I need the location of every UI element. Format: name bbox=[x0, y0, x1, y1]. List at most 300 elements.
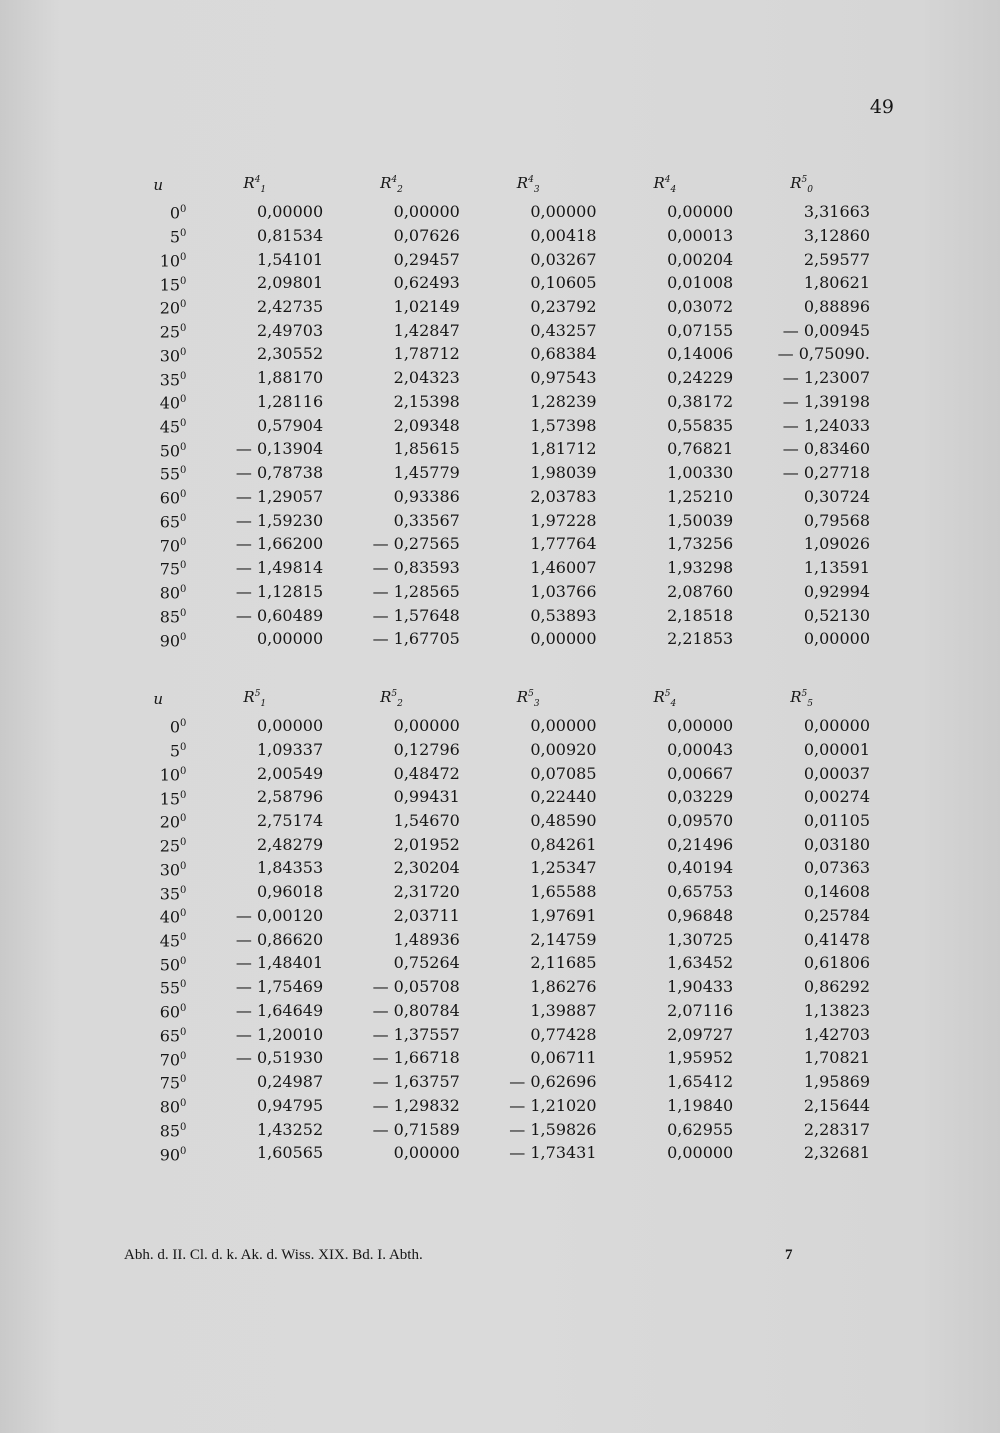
table-row bbox=[130, 248, 870, 272]
value-cell: — 0,75090. bbox=[777, 344, 870, 364]
table-row bbox=[130, 556, 870, 580]
table-row bbox=[130, 485, 870, 509]
angle-value: 5 bbox=[169, 741, 181, 761]
angle-cell bbox=[130, 904, 186, 928]
value-cell: 3,31663 bbox=[803, 202, 870, 222]
value-cell: 2,14759 bbox=[530, 929, 597, 949]
value-cell: — 0,80784 bbox=[372, 1000, 460, 1020]
value-cell: 1,77764 bbox=[530, 534, 597, 554]
value-cell: 0,48472 bbox=[393, 763, 460, 783]
value-cell: 2,11685 bbox=[530, 953, 597, 973]
value-cell: 0,55835 bbox=[667, 415, 734, 435]
angle-value: 40 bbox=[159, 393, 181, 413]
degree-mark: 0 bbox=[180, 955, 187, 967]
value-cell: 0,00667 bbox=[667, 763, 734, 783]
value-cell: 0,00920 bbox=[530, 739, 597, 759]
value-cell: 0,65753 bbox=[667, 882, 734, 902]
value-cell: 0,12796 bbox=[393, 739, 460, 759]
value-cell: 0,00000 bbox=[393, 1143, 460, 1163]
column-header-base: R bbox=[653, 688, 665, 706]
value-cell: — 0,71589 bbox=[372, 1119, 460, 1139]
value-cell: 2,31720 bbox=[393, 882, 460, 902]
value-cell: 2,28317 bbox=[803, 1119, 870, 1139]
values-table-r4 bbox=[130, 170, 870, 651]
value-cell: — 1,37557 bbox=[372, 1024, 460, 1044]
value-cell: 0,40194 bbox=[667, 858, 734, 878]
column-header-sub: 3 bbox=[533, 699, 540, 709]
angle-cell bbox=[130, 1070, 186, 1094]
values-table-r5 bbox=[130, 684, 870, 1165]
value-cell: 0,03180 bbox=[803, 834, 870, 854]
angle-cell bbox=[130, 714, 186, 738]
angle-cell bbox=[130, 533, 186, 557]
value-cell: 1,70821 bbox=[803, 1048, 870, 1068]
table-row bbox=[130, 999, 870, 1023]
value-cell: 0,00000 bbox=[667, 1143, 734, 1163]
value-cell: 0,68384 bbox=[530, 344, 597, 364]
angle-value: 35 bbox=[159, 883, 181, 903]
angle-cell bbox=[130, 1023, 186, 1047]
value-cell: 1,19840 bbox=[667, 1095, 734, 1115]
value-cell: 1,28239 bbox=[530, 391, 597, 411]
value-cell: 0,79568 bbox=[803, 510, 870, 530]
table-row bbox=[130, 580, 870, 604]
degree-mark: 0 bbox=[180, 584, 187, 596]
angle-value: 50 bbox=[159, 955, 181, 975]
value-cell: 0,03267 bbox=[530, 249, 597, 269]
table-row bbox=[130, 714, 870, 738]
value-cell: 2,18518 bbox=[667, 605, 734, 625]
value-cell: 1,95952 bbox=[667, 1048, 734, 1068]
table-row bbox=[130, 952, 870, 976]
angle-cell bbox=[130, 295, 186, 319]
value-cell: — 1,49814 bbox=[235, 558, 324, 578]
column-header-base: R bbox=[516, 688, 529, 706]
value-cell: 1,80621 bbox=[803, 273, 870, 293]
value-cell: 2,15398 bbox=[393, 391, 460, 411]
value-cell: 1,25210 bbox=[667, 486, 734, 506]
degree-mark: 0 bbox=[180, 512, 187, 524]
value-cell: 0,00000 bbox=[530, 629, 597, 649]
column-header-base: R bbox=[380, 174, 392, 192]
table-row bbox=[130, 738, 870, 762]
value-cell: — 0,83460 bbox=[782, 439, 870, 459]
value-cell: 0,00000 bbox=[256, 716, 324, 736]
degree-mark: 0 bbox=[180, 489, 187, 501]
angle-value: 85 bbox=[159, 607, 181, 627]
angle-cell bbox=[130, 1047, 186, 1071]
degree-mark: 0 bbox=[180, 228, 187, 240]
value-cell: 0,14006 bbox=[667, 344, 734, 364]
value-cell: 1,97691 bbox=[530, 905, 597, 925]
table-row bbox=[130, 1023, 870, 1047]
angle-cell bbox=[130, 319, 186, 343]
angle-value: 65 bbox=[159, 1026, 181, 1046]
degree-mark: 0 bbox=[180, 908, 187, 920]
value-cell: 0,77428 bbox=[530, 1024, 597, 1044]
value-cell: 2,32681 bbox=[803, 1143, 870, 1163]
value-cell: 1,85615 bbox=[393, 439, 460, 459]
footer-signature: 7 bbox=[785, 1247, 793, 1263]
table-row bbox=[130, 928, 870, 952]
angle-value: 40 bbox=[159, 907, 181, 927]
angle-cell bbox=[130, 857, 186, 881]
value-cell: 0,00043 bbox=[667, 739, 734, 759]
table-row bbox=[130, 295, 870, 319]
value-cell: 0,61806 bbox=[803, 953, 870, 973]
header-u: u bbox=[153, 690, 164, 708]
value-cell: 0,57904 bbox=[256, 415, 324, 435]
value-cell: 0,03229 bbox=[667, 787, 734, 807]
value-cell: 0,00000 bbox=[393, 202, 460, 222]
angle-value: 55 bbox=[159, 978, 181, 998]
value-cell: 1,09026 bbox=[803, 534, 870, 554]
value-cell: 2,01952 bbox=[393, 834, 460, 854]
value-cell: 0,29457 bbox=[393, 249, 460, 269]
value-cell: 0,21496 bbox=[667, 834, 734, 854]
value-cell: 0,07626 bbox=[393, 225, 460, 245]
table-row bbox=[130, 1142, 870, 1166]
value-cell: — 1,29057 bbox=[235, 486, 324, 506]
column-header-sup: 4 bbox=[528, 175, 534, 185]
value-cell: — 1,66718 bbox=[372, 1048, 460, 1068]
degree-mark: 0 bbox=[180, 370, 187, 382]
value-cell: 1,13823 bbox=[803, 1000, 870, 1020]
degree-mark: 0 bbox=[180, 275, 187, 287]
degree-mark: 0 bbox=[180, 1074, 187, 1086]
column-header-sup: 5 bbox=[528, 689, 534, 699]
angle-value: 5 bbox=[169, 227, 181, 247]
value-cell: 0,07085 bbox=[530, 763, 597, 783]
degree-mark: 0 bbox=[180, 394, 187, 406]
column-header-base: R bbox=[243, 688, 255, 706]
angle-value: 90 bbox=[159, 1144, 181, 1164]
value-cell: — 0,00945 bbox=[782, 320, 870, 340]
table-row bbox=[130, 224, 870, 248]
table-row bbox=[130, 509, 870, 533]
value-cell: 1,50039 bbox=[667, 510, 734, 530]
value-cell: 0,48590 bbox=[530, 811, 597, 830]
angle-value: 50 bbox=[159, 441, 181, 461]
value-cell: 0,00274 bbox=[803, 787, 870, 807]
table-row bbox=[130, 786, 870, 810]
degree-mark: 0 bbox=[180, 1050, 187, 1062]
value-cell: — 1,66200 bbox=[235, 534, 324, 554]
angle-cell bbox=[130, 999, 186, 1023]
value-cell: 0,00000 bbox=[667, 202, 734, 222]
table-row bbox=[130, 438, 870, 462]
value-cell: 0,14608 bbox=[803, 882, 870, 902]
angle-cell bbox=[130, 390, 186, 414]
degree-mark: 0 bbox=[180, 1003, 187, 1015]
value-cell: 2,15644 bbox=[803, 1095, 870, 1115]
value-cell: — 1,57648 bbox=[372, 605, 460, 625]
table-row bbox=[130, 533, 870, 557]
degree-mark: 0 bbox=[180, 837, 187, 849]
degree-mark: 0 bbox=[180, 536, 187, 548]
angle-value: 30 bbox=[159, 346, 181, 366]
angle-cell bbox=[130, 809, 186, 833]
angle-value: 70 bbox=[159, 1050, 181, 1070]
column-header-sub: 4 bbox=[670, 699, 677, 709]
angle-cell bbox=[130, 786, 186, 810]
table-row bbox=[130, 390, 870, 414]
table-row bbox=[130, 1070, 870, 1094]
degree-mark: 0 bbox=[180, 813, 187, 825]
degree-mark: 0 bbox=[180, 1098, 187, 1110]
value-cell: 0,00000 bbox=[256, 629, 324, 649]
value-cell: 0,96848 bbox=[667, 905, 734, 925]
degree-mark: 0 bbox=[180, 607, 187, 619]
table-row bbox=[130, 1094, 870, 1118]
column-header bbox=[460, 170, 597, 200]
value-cell: 0,38172 bbox=[667, 391, 734, 411]
value-cell: — 0,83593 bbox=[372, 558, 460, 578]
value-cell: 2,07116 bbox=[667, 1000, 734, 1020]
value-cell: — 1,20010 bbox=[235, 1024, 324, 1044]
column-header-sup: 5 bbox=[254, 689, 261, 699]
angle-cell bbox=[130, 604, 186, 628]
angle-value: 15 bbox=[159, 788, 181, 808]
value-cell: — 0,86620 bbox=[235, 929, 324, 949]
column-header bbox=[597, 170, 734, 200]
table-row bbox=[130, 857, 870, 881]
angle-value: 75 bbox=[159, 1073, 181, 1093]
value-cell: 0,97543 bbox=[530, 368, 597, 388]
angle-cell bbox=[130, 461, 186, 485]
value-cell: 1,54101 bbox=[256, 249, 324, 269]
column-header bbox=[186, 170, 323, 200]
angle-value: 85 bbox=[159, 1121, 181, 1141]
angle-value: 90 bbox=[159, 630, 181, 650]
value-cell: 1,63452 bbox=[667, 953, 734, 973]
value-cell: 1,28116 bbox=[256, 391, 324, 411]
value-cell: — 0,05708 bbox=[372, 977, 460, 997]
value-cell: 0,10605 bbox=[530, 273, 597, 293]
table-row bbox=[130, 628, 870, 652]
angle-value: 60 bbox=[159, 488, 181, 508]
angle-cell bbox=[130, 1094, 186, 1118]
angle-value: 80 bbox=[159, 583, 181, 603]
value-cell: 2,59577 bbox=[803, 249, 870, 269]
angle-cell bbox=[130, 1142, 186, 1166]
value-cell: 2,21853 bbox=[667, 629, 734, 649]
column-header-sup: 5 bbox=[801, 175, 808, 185]
angle-cell bbox=[130, 556, 186, 580]
value-cell: 0,81534 bbox=[256, 225, 324, 245]
value-cell: — 0,13904 bbox=[235, 439, 324, 459]
degree-mark: 0 bbox=[180, 560, 187, 572]
column-header-sub: 1 bbox=[260, 185, 267, 195]
angle-cell bbox=[130, 628, 186, 652]
table-row bbox=[130, 809, 870, 833]
value-cell: 2,30552 bbox=[256, 344, 324, 364]
value-cell: 2,75174 bbox=[256, 811, 324, 830]
degree-mark: 0 bbox=[180, 1145, 187, 1157]
value-cell: 1,42703 bbox=[803, 1024, 870, 1044]
column-header-base: R bbox=[516, 174, 529, 192]
value-cell: 0,03072 bbox=[667, 297, 734, 316]
column-header bbox=[323, 170, 460, 200]
value-cell: 3,12860 bbox=[803, 225, 870, 245]
footer-publication: Abh. d. II. Cl. d. k. Ak. d. Wiss. XIX. Bd. I. Abth. bbox=[124, 1247, 423, 1263]
column-header-sup: 5 bbox=[801, 689, 808, 699]
value-cell: 1,39887 bbox=[530, 1000, 597, 1020]
page-number: 49 bbox=[869, 96, 894, 118]
value-cell: 2,48279 bbox=[256, 834, 324, 854]
value-cell: 2,04323 bbox=[393, 368, 460, 388]
value-cell: 0,99431 bbox=[393, 787, 460, 807]
angle-value: 25 bbox=[159, 322, 181, 342]
table-row bbox=[130, 604, 870, 628]
degree-mark: 0 bbox=[180, 1026, 187, 1038]
angle-cell bbox=[130, 1118, 186, 1142]
value-cell: 0,33567 bbox=[393, 510, 460, 530]
header-u: u bbox=[153, 176, 164, 194]
angle-cell bbox=[130, 975, 186, 999]
angle-value: 75 bbox=[159, 559, 181, 579]
table-row bbox=[130, 904, 870, 928]
angle-cell bbox=[130, 952, 186, 976]
value-cell: 0,43257 bbox=[530, 320, 597, 340]
angle-value: 20 bbox=[159, 812, 181, 832]
value-cell: — 0,60489 bbox=[235, 605, 324, 625]
value-cell: 0,00418 bbox=[530, 225, 597, 245]
value-cell: — 1,63757 bbox=[372, 1072, 460, 1092]
value-cell: 1,45779 bbox=[393, 463, 460, 483]
value-cell: — 1,64649 bbox=[235, 1000, 324, 1020]
column-header-sup: 4 bbox=[391, 175, 398, 185]
table-row bbox=[130, 1118, 870, 1142]
table-row bbox=[130, 833, 870, 857]
value-cell: — 1,48401 bbox=[235, 953, 324, 973]
value-cell: 1,86276 bbox=[530, 977, 597, 997]
column-header-sub: 5 bbox=[807, 699, 813, 709]
value-cell: 1,25347 bbox=[530, 858, 597, 878]
value-cell: — 1,23007 bbox=[782, 368, 870, 388]
column-header-sup: 4 bbox=[254, 175, 261, 185]
value-cell: — 1,59826 bbox=[509, 1119, 597, 1139]
value-cell: — 0,62696 bbox=[509, 1072, 597, 1092]
value-cell: 0,76821 bbox=[667, 439, 734, 459]
value-cell: 0,00000 bbox=[530, 716, 597, 736]
value-cell: 2,03711 bbox=[393, 905, 460, 925]
value-cell: 0,07363 bbox=[803, 858, 870, 878]
value-cell: 0,62955 bbox=[667, 1119, 734, 1139]
angle-cell bbox=[130, 509, 186, 533]
value-cell: 0,00000 bbox=[530, 202, 597, 222]
table-row bbox=[130, 343, 870, 367]
value-cell: 1,43252 bbox=[256, 1119, 324, 1139]
value-cell: 1,13591 bbox=[803, 558, 870, 578]
value-cell: 0,00000 bbox=[803, 716, 870, 736]
angle-cell bbox=[130, 928, 186, 952]
angle-value: 10 bbox=[159, 251, 181, 271]
value-cell: 1,97228 bbox=[530, 510, 597, 530]
value-cell: 2,09348 bbox=[393, 415, 460, 435]
degree-mark: 0 bbox=[180, 346, 187, 358]
value-cell: 0,52130 bbox=[803, 605, 870, 625]
column-header bbox=[460, 684, 597, 714]
value-cell: — 0,27565 bbox=[372, 534, 460, 554]
angle-cell bbox=[130, 580, 186, 604]
value-cell: 0,01008 bbox=[667, 273, 734, 293]
value-cell: 1,57398 bbox=[530, 415, 597, 435]
value-cell: — 1,73431 bbox=[509, 1143, 597, 1163]
value-cell: 0,09570 bbox=[667, 811, 734, 830]
value-cell: 1,60565 bbox=[256, 1143, 324, 1163]
angle-cell bbox=[130, 224, 186, 248]
column-header-sub: 2 bbox=[397, 185, 403, 195]
column-header-sub: 4 bbox=[670, 185, 677, 195]
degree-mark: 0 bbox=[180, 631, 187, 643]
degree-mark: 0 bbox=[180, 1121, 187, 1133]
column-header bbox=[733, 684, 870, 714]
table-header-row bbox=[130, 684, 870, 714]
degree-mark: 0 bbox=[180, 251, 187, 263]
degree-mark: 0 bbox=[180, 979, 187, 991]
value-cell: — 1,75469 bbox=[235, 977, 324, 997]
column-header-sub: 2 bbox=[397, 699, 403, 709]
value-cell: 2,09727 bbox=[667, 1024, 734, 1044]
value-cell: 1,03766 bbox=[530, 581, 597, 601]
table-row bbox=[130, 272, 870, 296]
value-cell: — 1,12815 bbox=[235, 581, 324, 601]
value-cell: 1,81712 bbox=[530, 439, 597, 459]
value-cell: 0,88896 bbox=[803, 297, 870, 316]
value-cell: — 1,59230 bbox=[235, 510, 324, 530]
column-header-sup: 5 bbox=[664, 689, 671, 699]
value-cell: 0,84261 bbox=[530, 834, 597, 854]
value-cell: 0,00000 bbox=[393, 716, 460, 736]
degree-mark: 0 bbox=[180, 765, 187, 777]
value-cell: — 1,29832 bbox=[372, 1095, 460, 1115]
value-cell: 0,01105 bbox=[803, 811, 870, 830]
angle-value: 25 bbox=[159, 836, 181, 856]
value-cell: — 1,39198 bbox=[782, 391, 870, 411]
value-cell: 2,42735 bbox=[256, 297, 324, 316]
value-cell: 0,23792 bbox=[530, 297, 597, 316]
column-header-sup: 5 bbox=[391, 689, 398, 699]
value-cell: — 1,67705 bbox=[372, 629, 460, 649]
angle-cell bbox=[130, 881, 186, 905]
value-cell: 1,46007 bbox=[530, 558, 597, 578]
column-header-sub: 3 bbox=[533, 185, 540, 195]
degree-mark: 0 bbox=[180, 718, 187, 730]
column-header-base: R bbox=[790, 688, 802, 706]
value-cell: 1,95869 bbox=[803, 1072, 870, 1092]
degree-mark: 0 bbox=[180, 789, 187, 801]
value-cell: 0,86292 bbox=[803, 977, 870, 997]
value-cell: 0,00013 bbox=[667, 225, 734, 245]
value-cell: 0,24987 bbox=[256, 1072, 324, 1092]
value-cell: 0,75264 bbox=[393, 953, 460, 973]
degree-mark: 0 bbox=[180, 323, 187, 335]
value-cell: 2,30204 bbox=[393, 858, 460, 878]
angle-cell bbox=[130, 762, 186, 786]
angle-value: 60 bbox=[159, 1002, 181, 1022]
value-cell: 0,06711 bbox=[530, 1048, 597, 1068]
table-row bbox=[130, 881, 870, 905]
column-header bbox=[597, 684, 734, 714]
value-cell: 0,00204 bbox=[667, 249, 734, 269]
angle-cell bbox=[130, 738, 186, 762]
angle-cell bbox=[130, 485, 186, 509]
value-cell: 1,48936 bbox=[393, 929, 460, 949]
value-cell: 1,65412 bbox=[667, 1072, 734, 1092]
degree-mark: 0 bbox=[180, 860, 187, 872]
value-cell: — 0,51930 bbox=[235, 1048, 324, 1068]
